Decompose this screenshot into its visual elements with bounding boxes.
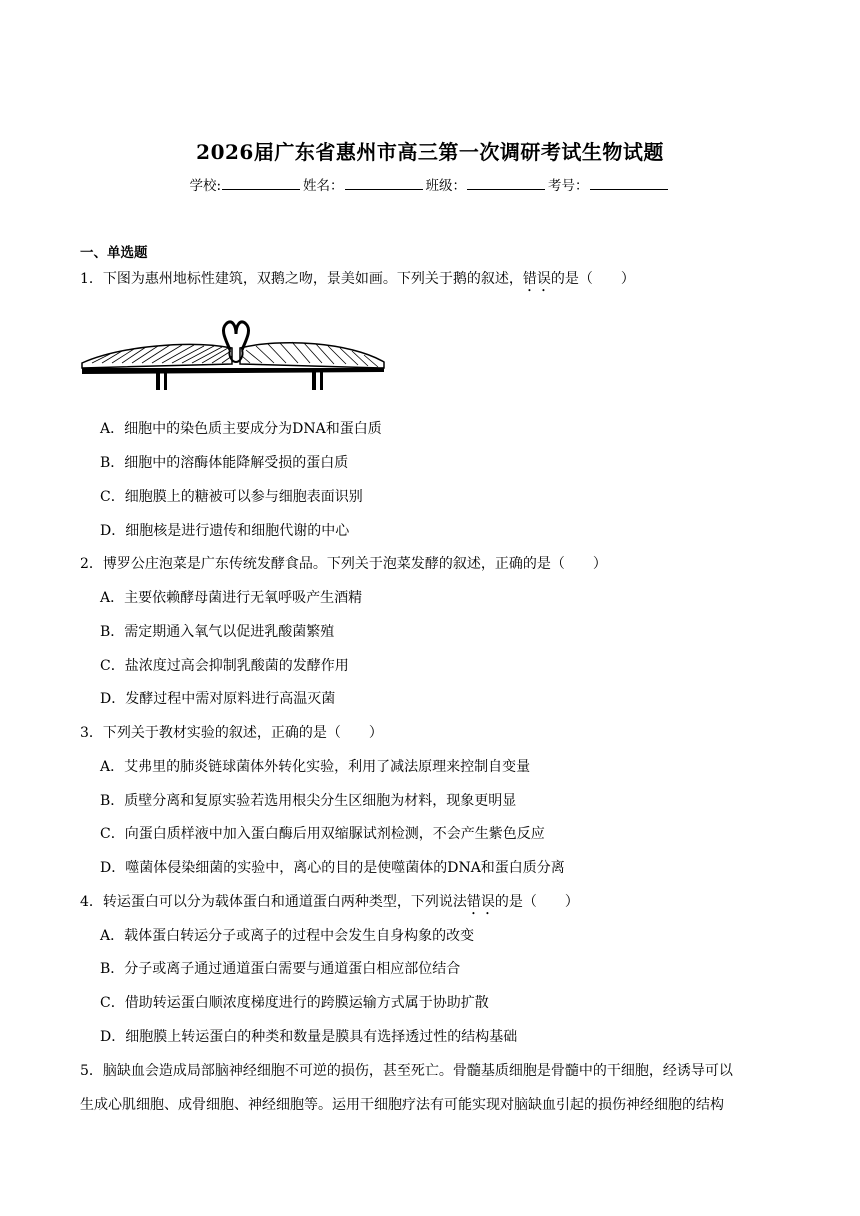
question-3-stem <box>80 722 383 742</box>
option-4b: B．分子或离子通过通道蛋白需要与通道蛋白相应部位结合 <box>100 961 461 977</box>
class-label: 班级： <box>425 178 467 194</box>
twin-goose-bridge-illustration <box>80 318 386 394</box>
name-label: 姓名： <box>303 178 344 194</box>
question-number: 5． <box>80 1063 103 1079</box>
option-4d: D．细胞膜上转运蛋白的种类和数量是膜具有选择透过性的结构基础 <box>100 1029 518 1045</box>
option-2c: C．盐浓度过高会抑制乳酸菌的发酵作用 <box>100 658 349 674</box>
school-blank[interactable] <box>222 177 300 190</box>
option-4a: A．载体蛋白转运分子或离子的过程中会发生自身构象的改变 <box>100 928 475 944</box>
option-1c: C．细胞膜上的糖被可以参与细胞表面识别 <box>100 489 363 505</box>
class-blank[interactable] <box>467 177 545 190</box>
option-2d: D．发酵过程中需对原料进行高温灭菌 <box>100 691 336 707</box>
stem-text: 下图为惠州地标性建筑，双鹅之吻，景美如画。下列关于鹅的叙述， <box>102 271 523 287</box>
option-1a: A．细胞中的染色质主要成分为DNA和蛋白质 <box>100 421 382 437</box>
question-5-stem-line-1 <box>80 1060 785 1080</box>
stem-text-end: 的是（ ） <box>494 894 579 910</box>
school-label: 学校: <box>189 178 222 194</box>
stem-text: 下列关于教材实验的叙述，正确的是（ ） <box>102 725 383 741</box>
option-1d: D．细胞核是进行遗传和细胞代谢的中心 <box>100 523 350 539</box>
option-3c: C．向蛋白质样液中加入蛋白酶后用双缩脲试剂检测，不会产生紫色反应 <box>100 826 545 842</box>
exam-no-blank[interactable] <box>590 177 668 190</box>
option-2a: A．主要依赖酵母菌进行无氧呼吸产生酒精 <box>100 590 363 606</box>
question-number: 3． <box>80 725 103 741</box>
option-3d: D．噬菌体侵染细菌的实验中，离心的目的是使噬菌体的DNA和蛋白质分离 <box>100 860 565 876</box>
page-title: 2026届广东省惠州市高三第一次调研考试生物试题 <box>196 140 664 164</box>
section-heading: 一、单选题 <box>80 245 148 261</box>
stem-text: 博罗公庄泡菜是广东传统发酵食品。下列关于泡菜发酵的叙述，正确的是（ ） <box>102 556 607 572</box>
question-number: 1． <box>80 271 103 287</box>
question-2-stem <box>80 553 607 573</box>
question-4-stem <box>80 891 579 918</box>
option-4c: C．借助转运蛋白顺浓度梯度进行的跨膜运输方式属于协助扩散 <box>100 995 489 1011</box>
option-3a: A．艾弗里的肺炎链球菌体外转化实验，利用了减法原理来控制自变量 <box>100 759 531 775</box>
option-1b: B．细胞中的溶酶体能降解受损的蛋白质 <box>100 455 349 471</box>
student-info-line <box>0 174 860 194</box>
emphasis-text: 错误 <box>466 894 495 910</box>
twin-goose-bridge-figure <box>80 318 386 394</box>
question-5-stem-line-2: 生成心肌细胞、成骨细胞、神经细胞等。运用干细胞疗法有可能实现对脑缺血引起的损伤神经细胞的结构 <box>80 1097 724 1113</box>
exam-no-label: 考号： <box>548 178 589 194</box>
question-number: 4． <box>80 894 103 910</box>
stem-text: 转运蛋白可以分为载体蛋白和通道蛋白两种类型，下列说法 <box>102 894 467 910</box>
name-blank[interactable] <box>345 177 423 190</box>
emphasis-text: 错误 <box>522 271 551 287</box>
stem-text-end: 的是（ ） <box>550 271 635 287</box>
question-1-stem <box>80 268 635 295</box>
option-2b: B．需定期通入氧气以促进乳酸菌繁殖 <box>100 624 335 640</box>
stem-text: 脑缺血会造成局部脑神经细胞不可逆的损伤，甚至死亡。骨髓基质细胞是骨髓中的干细胞，经诱导可以 <box>102 1063 733 1079</box>
option-3b: B．质壁分离和复原实验若选用根尖分生区细胞为材料，现象更明显 <box>100 793 517 809</box>
question-number: 2． <box>80 556 103 572</box>
